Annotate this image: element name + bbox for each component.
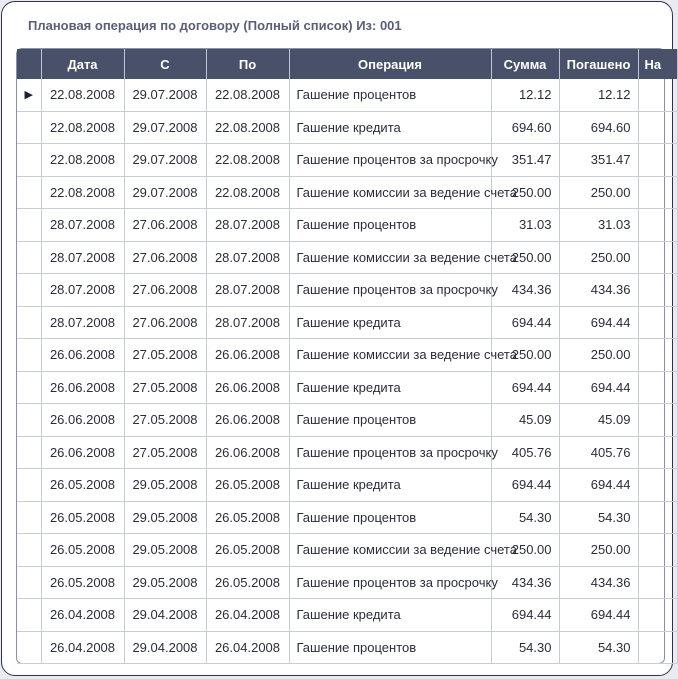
cell-from: 29.07.2008 xyxy=(124,176,206,209)
row-indicator[interactable] xyxy=(17,566,41,599)
cell-truncated xyxy=(638,501,677,534)
cell-date: 28.07.2008 xyxy=(41,241,124,274)
table-row[interactable] xyxy=(17,339,677,372)
table-row[interactable] xyxy=(17,436,677,469)
row-indicator[interactable] xyxy=(17,599,41,632)
cell-amount: 250.00 xyxy=(491,534,559,567)
cell-operation: Гашение комиссии за ведение счета xyxy=(289,176,491,209)
cell-amount: 250.00 xyxy=(491,241,559,274)
cell-amount: 694.44 xyxy=(491,371,559,404)
table-row[interactable] xyxy=(17,79,677,111)
cell-date: 26.06.2008 xyxy=(41,371,124,404)
cell-paid: 405.76 xyxy=(559,436,638,469)
cell-paid: 694.44 xyxy=(559,306,638,339)
cell-to: 22.08.2008 xyxy=(206,176,289,209)
cell-paid: 250.00 xyxy=(559,241,638,274)
cell-paid: 31.03 xyxy=(559,209,638,242)
cell-truncated xyxy=(638,631,677,664)
row-indicator[interactable] xyxy=(17,371,41,404)
cell-from: 27.05.2008 xyxy=(124,436,206,469)
cell-to: 26.06.2008 xyxy=(206,339,289,372)
table-row[interactable] xyxy=(17,599,677,632)
cell-date: 26.06.2008 xyxy=(41,339,124,372)
cell-from: 27.06.2008 xyxy=(124,306,206,339)
cell-from: 29.04.2008 xyxy=(124,599,206,632)
row-indicator[interactable] xyxy=(17,111,41,144)
cell-amount: 45.09 xyxy=(491,404,559,437)
cell-from: 27.06.2008 xyxy=(124,209,206,242)
cell-amount: 694.44 xyxy=(491,469,559,502)
cell-truncated xyxy=(638,339,677,372)
operations-table xyxy=(17,49,678,664)
window-title: Плановая операция по договору (Полный список) Из: 001 xyxy=(28,18,402,33)
row-indicator[interactable] xyxy=(17,631,41,664)
cell-operation: Гашение процентов за просрочку xyxy=(289,274,491,307)
cell-truncated xyxy=(638,176,677,209)
cell-operation: Гашение процентов за просрочку xyxy=(289,566,491,599)
cell-operation: Гашение процентов xyxy=(289,404,491,437)
cell-operation: Гашение кредита xyxy=(289,306,491,339)
cell-operation: Гашение кредита xyxy=(289,111,491,144)
row-indicator[interactable] xyxy=(17,274,41,307)
cell-operation: Гашение процентов за просрочку xyxy=(289,436,491,469)
column-header-date[interactable]: Дата xyxy=(41,49,124,79)
cell-operation: Гашение кредита xyxy=(289,371,491,404)
cell-operation: Гашение процентов xyxy=(289,501,491,534)
cell-date: 26.05.2008 xyxy=(41,534,124,567)
column-header-amount[interactable]: Сумма xyxy=(491,49,559,79)
cell-amount: 694.60 xyxy=(491,111,559,144)
row-indicator[interactable] xyxy=(17,339,41,372)
cell-date: 26.05.2008 xyxy=(41,566,124,599)
header-row-indicator xyxy=(17,49,41,79)
cell-amount: 250.00 xyxy=(491,176,559,209)
cell-date: 28.07.2008 xyxy=(41,274,124,307)
cell-truncated xyxy=(638,79,677,111)
cell-to: 28.07.2008 xyxy=(206,209,289,242)
cell-to: 22.08.2008 xyxy=(206,79,289,111)
cell-paid: 54.30 xyxy=(559,501,638,534)
cell-to: 26.06.2008 xyxy=(206,404,289,437)
cell-amount: 54.30 xyxy=(491,631,559,664)
table-row[interactable] xyxy=(17,631,677,664)
cell-from: 27.05.2008 xyxy=(124,404,206,437)
cell-paid: 434.36 xyxy=(559,566,638,599)
cell-amount: 434.36 xyxy=(491,274,559,307)
cell-to: 26.06.2008 xyxy=(206,371,289,404)
cell-date: 26.04.2008 xyxy=(41,599,124,632)
cell-date: 22.08.2008 xyxy=(41,144,124,177)
cell-from: 29.05.2008 xyxy=(124,534,206,567)
cell-date: 22.08.2008 xyxy=(41,79,124,111)
cell-from: 29.05.2008 xyxy=(124,566,206,599)
table-row[interactable] xyxy=(17,241,677,274)
cell-amount: 405.76 xyxy=(491,436,559,469)
cell-date: 28.07.2008 xyxy=(41,209,124,242)
table-row[interactable] xyxy=(17,144,677,177)
table-row[interactable] xyxy=(17,209,677,242)
cell-paid: 434.36 xyxy=(559,274,638,307)
row-indicator[interactable] xyxy=(17,209,41,242)
cell-paid: 250.00 xyxy=(559,339,638,372)
cell-operation: Гашение комиссии за ведение счета xyxy=(289,534,491,567)
table-row[interactable] xyxy=(17,404,677,437)
row-indicator[interactable] xyxy=(17,144,41,177)
row-indicator[interactable] xyxy=(17,306,41,339)
cell-date: 28.07.2008 xyxy=(41,306,124,339)
cell-truncated xyxy=(638,306,677,339)
cell-from: 27.06.2008 xyxy=(124,274,206,307)
cell-truncated xyxy=(638,241,677,274)
cell-operation: Гашение процентов xyxy=(289,79,491,111)
cell-amount: 31.03 xyxy=(491,209,559,242)
cell-operation: Гашение процентов xyxy=(289,209,491,242)
cell-amount: 250.00 xyxy=(491,339,559,372)
cell-to: 28.07.2008 xyxy=(206,274,289,307)
cell-amount: 12.12 xyxy=(491,79,559,111)
table-row[interactable] xyxy=(17,306,677,339)
cell-from: 27.06.2008 xyxy=(124,241,206,274)
cell-from: 27.05.2008 xyxy=(124,371,206,404)
cell-to: 26.06.2008 xyxy=(206,436,289,469)
cell-paid: 12.12 xyxy=(559,79,638,111)
cell-paid: 54.30 xyxy=(559,631,638,664)
cell-date: 22.08.2008 xyxy=(41,111,124,144)
cell-truncated xyxy=(638,404,677,437)
cell-operation: Гашение процентов xyxy=(289,631,491,664)
column-header-operation[interactable]: Операция xyxy=(289,49,491,79)
cell-to: 28.07.2008 xyxy=(206,306,289,339)
cell-to: 26.05.2008 xyxy=(206,534,289,567)
cell-truncated xyxy=(638,469,677,502)
cell-operation: Гашение комиссии за ведение счета xyxy=(289,339,491,372)
cell-from: 29.07.2008 xyxy=(124,79,206,111)
operations-window xyxy=(1,1,673,676)
cell-amount: 54.30 xyxy=(491,501,559,534)
table-row[interactable] xyxy=(17,501,677,534)
row-indicator[interactable] xyxy=(17,176,41,209)
cell-to: 22.08.2008 xyxy=(206,144,289,177)
cell-from: 29.04.2008 xyxy=(124,631,206,664)
cell-operation: Гашение кредита xyxy=(289,599,491,632)
table-row[interactable] xyxy=(17,274,677,307)
cell-to: 22.08.2008 xyxy=(206,111,289,144)
cell-paid: 694.44 xyxy=(559,371,638,404)
row-indicator[interactable] xyxy=(17,469,41,502)
cell-date: 22.08.2008 xyxy=(41,176,124,209)
cell-amount: 351.47 xyxy=(491,144,559,177)
column-header-paid[interactable]: Погашено xyxy=(559,49,638,79)
cell-truncated xyxy=(638,371,677,404)
cell-date: 26.05.2008 xyxy=(41,501,124,534)
row-indicator[interactable] xyxy=(17,404,41,437)
cell-paid: 351.47 xyxy=(559,144,638,177)
cell-to: 28.07.2008 xyxy=(206,241,289,274)
cell-to: 26.04.2008 xyxy=(206,631,289,664)
cell-paid: 694.60 xyxy=(559,111,638,144)
cell-to: 26.05.2008 xyxy=(206,469,289,502)
column-header-truncated[interactable]: На xyxy=(638,49,677,79)
table-row[interactable] xyxy=(17,371,677,404)
header-row xyxy=(17,49,677,79)
cell-to: 26.05.2008 xyxy=(206,501,289,534)
cell-to: 26.04.2008 xyxy=(206,599,289,632)
cell-paid: 250.00 xyxy=(559,176,638,209)
cell-from: 29.05.2008 xyxy=(124,501,206,534)
grid-body xyxy=(17,79,677,664)
column-header-to[interactable]: По xyxy=(206,49,289,79)
operations-grid[interactable] xyxy=(16,48,665,664)
cell-from: 27.05.2008 xyxy=(124,339,206,372)
cell-paid: 694.44 xyxy=(559,469,638,502)
cell-operation: Гашение комиссии за ведение счета xyxy=(289,241,491,274)
cell-date: 26.06.2008 xyxy=(41,436,124,469)
row-indicator[interactable] xyxy=(17,501,41,534)
cell-paid: 250.00 xyxy=(559,534,638,567)
table-row[interactable] xyxy=(17,566,677,599)
cell-operation: Гашение кредита xyxy=(289,469,491,502)
cell-amount: 694.44 xyxy=(491,599,559,632)
cell-to: 26.05.2008 xyxy=(206,566,289,599)
row-indicator[interactable] xyxy=(17,241,41,274)
cell-truncated xyxy=(638,436,677,469)
cell-truncated xyxy=(638,144,677,177)
table-row[interactable] xyxy=(17,534,677,567)
column-header-from[interactable]: С xyxy=(124,49,206,79)
cell-paid: 694.44 xyxy=(559,599,638,632)
cell-truncated xyxy=(638,566,677,599)
cell-from: 29.07.2008 xyxy=(124,111,206,144)
table-row[interactable] xyxy=(17,111,677,144)
cell-truncated xyxy=(638,111,677,144)
cell-amount: 694.44 xyxy=(491,306,559,339)
cell-date: 26.06.2008 xyxy=(41,404,124,437)
cell-from: 29.07.2008 xyxy=(124,144,206,177)
row-indicator[interactable] xyxy=(17,436,41,469)
table-row[interactable] xyxy=(17,469,677,502)
row-indicator[interactable]: ▶ xyxy=(17,79,41,111)
cell-truncated xyxy=(638,534,677,567)
cell-operation: Гашение процентов за просрочку xyxy=(289,144,491,177)
cell-paid: 45.09 xyxy=(559,404,638,437)
cell-from: 29.05.2008 xyxy=(124,469,206,502)
table-row[interactable] xyxy=(17,176,677,209)
cell-truncated xyxy=(638,274,677,307)
cell-amount: 434.36 xyxy=(491,566,559,599)
cell-date: 26.04.2008 xyxy=(41,631,124,664)
cell-date: 26.05.2008 xyxy=(41,469,124,502)
row-indicator[interactable] xyxy=(17,534,41,567)
cell-truncated xyxy=(638,209,677,242)
cell-truncated xyxy=(638,599,677,632)
